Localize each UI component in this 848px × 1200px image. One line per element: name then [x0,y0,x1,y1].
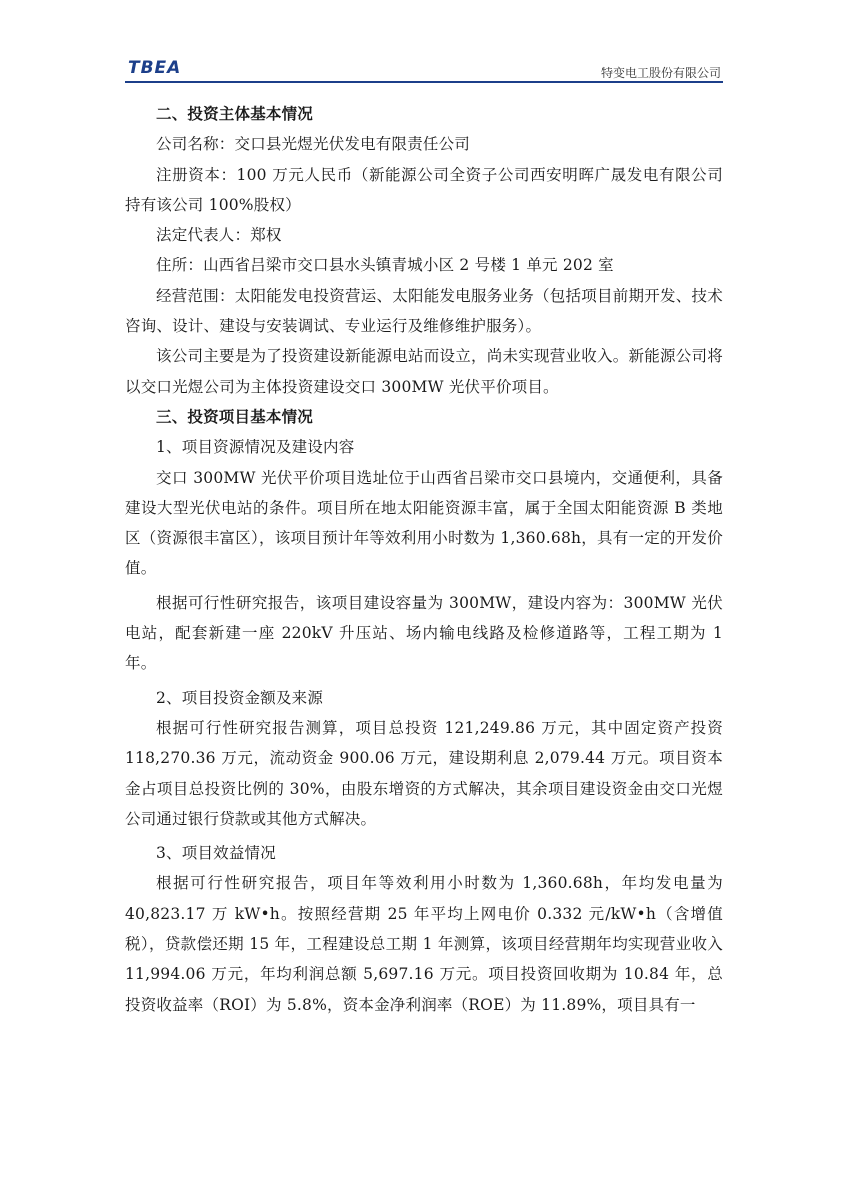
paragraph-legal-representative: 法定代表人：郑权 [156,226,282,245]
section-heading: 三、投资项目基本情况 [156,406,314,426]
paragraph-construction: 根据可行性研究报告，该项目建设容量为 300MW，建设内容为：300MW 光伏电站，配套新建一座 220kV 升压站、场内输电线路及检修道路等，工程工期为 1 年。 [125,593,723,673]
company-logo: TBEA [128,58,182,78]
subsection-heading: 1、项目资源情况及建设内容 [156,438,355,457]
header-rule [125,81,723,83]
paragraph-benefits: 根据可行性研究报告，项目年等效利用小时数为 1,360.68h，年均发电量为 40,823.17 万 kW•h。按照经营期 25 年平均上网电价 0.332 元/kW•h（含增值税），贷款偿还期 15 年，工程建设总工期 1 年测算，该项目经营期年均实现营业收入 11,994.06 万元，年均利润总额 5,697.16 万元。项目投资回收期为 10.84 年，总投资收益率（ROI）为 5.8%，资本金净利润率（ROE）为 11.89%，项目具有一 [125,874,723,1014]
paragraph-address: 住所：山西省吕梁市交口县水头镇青城小区 2 号楼 1 单元 202 室 [156,256,614,275]
section-heading: 二、投资主体基本情况 [156,104,314,123]
header-company-name: 特变电工股份有限公司 [600,66,721,80]
paragraph-purpose: 该公司主要是为了投资建设新能源电站而设立，尚未实现营业收入。新能源公司将以交口光煜公司为主体投资建设交口 300MW 光伏平价项目。 [125,347,723,396]
page-header [125,55,723,85]
paragraph-registered-capital: 注册资本：100 万元人民币（新能源公司全资子公司西安明晖广晟发电有限公司持有该公司 100%股权） [125,165,723,214]
document-body [125,99,723,1020]
subsection-heading: 3、项目效益情况 [156,844,276,863]
paragraph-business-scope: 经营范围：太阳能发电投资营运、太阳能发电服务业务（包括项目前期开发、技术咨询、设计、建设与安装调试、专业运行及维修维护服务）。 [125,286,723,336]
paragraph-company-name: 公司名称：交口县光煜光伏发电有限责任公司 [156,135,471,154]
paragraph-resources: 交口 300MW 光伏平价项目选址位于山西省吕梁市交口县境内，交通便利，具备建设大型光伏电站的条件。项目所在地太阳能资源丰富，属于全国太阳能资源 B 类地区（资源很丰富区），该项目预计年等效利用小时数为 1,360.68h，具有一定的开发价值。 [125,468,723,578]
paragraph-investment: 根据可行性研究报告测算，项目总投资 121,249.86 万元，其中固定资产投资 118,270.36 万元，流动资金 900.06 万元，建设期利息 2,079.44 万元。项目资本金占项目总投资比例的 30%，由股东增资的方式解决，其余项目建设资金由交口光煜公司通过银行贷款或其他方式解决。 [125,718,723,828]
subsection-heading: 2、项目投资金额及来源 [156,688,324,707]
